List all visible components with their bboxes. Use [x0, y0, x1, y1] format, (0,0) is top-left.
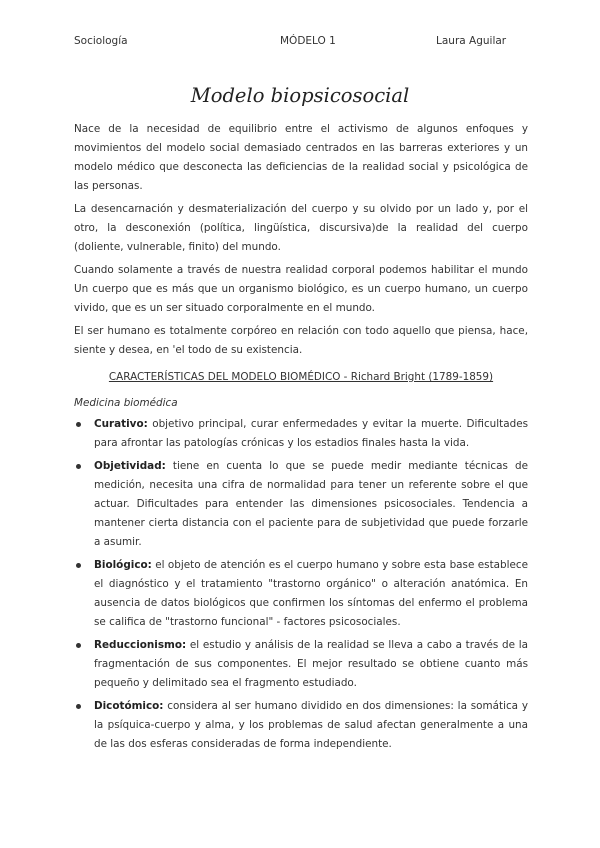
- header-author: Laura Aguilar: [436, 35, 507, 47]
- list-item: [74, 457, 528, 552]
- document-body: [74, 120, 528, 758]
- paragraph: Nace de la necesidad de equilibrio entre el activismo de algunos enfoques y movimientos del modelo social demasiado centrados en las barreras exteriores y un modelo médico que desconecta las deficiencias de la realidad social y psicológica de las personas.: [74, 123, 528, 192]
- header-model: MÓDELO 1: [280, 35, 336, 47]
- bullet-term: Dicotómico:: [94, 700, 164, 712]
- bullet-icon: [76, 563, 81, 568]
- bullet-term: Biológico:: [94, 559, 152, 571]
- list-item: [74, 697, 528, 754]
- bullet-text: el objeto de atención es el cuerpo humano y sobre esta base establece el diagnóstico y el tratamiento "trastorno orgánico" o alteración anatómica. En ausencia de datos biológicos que confirmen los síntomas del enfermo el problema se califica de "trastorno funcional" - factores psicosociales.: [94, 559, 528, 628]
- bullet-icon: [76, 643, 81, 648]
- list-item: [74, 556, 528, 632]
- bullet-term: Curativo:: [94, 418, 148, 430]
- bullet-term: Reduccionismo:: [94, 639, 187, 651]
- paragraph: Cuando solamente a través de nuestra realidad corporal podemos habilitar el mundo Un cuerpo que es más que un organismo biológico, es un cuerpo humano, un cuerpo vivido, que es un ser situado corporalmente en el mundo.: [74, 264, 528, 314]
- header-subject: Sociología: [74, 35, 128, 47]
- subheading: Medicina biomédica: [74, 397, 178, 409]
- list-item: [74, 415, 528, 453]
- paragraph: La desencarnación y desmaterialización del cuerpo y su olvido por un lado y, por el otro, la desconexión (política, lingüística, discursiva)de la realidad del cuerpo (doliente, vulnerable, finito) del mundo.: [74, 203, 528, 253]
- page-title: Modelo biopsicosocial: [190, 84, 410, 107]
- bullet-text: tiene en cuenta lo que se puede medir mediante técnicas de medición, necesita una cifra de normalidad para tener un referente sobre el que actuar. Dificultades para entender las dimensiones psicosociales. Tendencia a mantener cierta distancia con el paciente para de subjetividad que puede forzarle a asumir.: [94, 460, 528, 548]
- section-heading: CARACTERÍSTICAS DEL MODELO BIOMÉDICO - Richard Bright (1789-1859): [108, 371, 494, 383]
- bullet-text: considera al ser humano dividido en dos dimensiones: la somática y la psíquica-cuerpo y alma, y los problemas de salud afectan generalmente a una de las dos esferas consideradas de forma independiente.: [94, 700, 528, 750]
- list-item: [74, 636, 528, 693]
- bullet-text: el estudio y análisis de la realidad se lleva a cabo a través de la fragmentación de sus componentes. El mejor resultado se obtiene cuanto más pequeño y delimitado sea el fragmento estudiado.: [94, 639, 528, 689]
- paragraph: El ser humano es totalmente corpóreo en relación con todo aquello que piensa, hace, siente y desea, en 'el todo de su existencia.: [74, 325, 528, 356]
- page-header: [74, 35, 526, 51]
- bullet-icon: [76, 704, 81, 709]
- bullet-icon: [76, 464, 81, 469]
- bullet-term: Objetividad:: [94, 460, 166, 472]
- bullet-text: objetivo principal, curar enfermedades y evitar la muerte. Dificultades para afrontar las patologías crónicas y los estadios finales hasta la vida.: [94, 418, 528, 449]
- bullet-list: [74, 415, 528, 754]
- bullet-icon: [76, 422, 81, 427]
